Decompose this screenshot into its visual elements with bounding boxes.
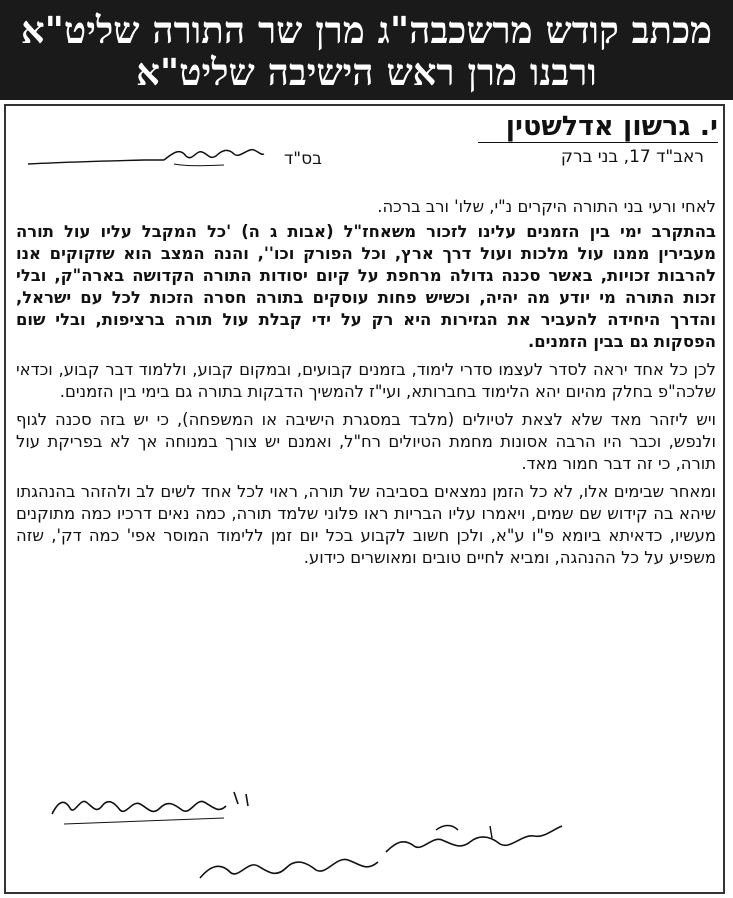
- letterhead-divider: [478, 142, 718, 143]
- paragraph-3: ויש ליזהר מאד שלא לצאת לטיולים (מלבד במסגרת הישיבה או המשפחה), כי יש בזה סכנה לגוף ולנפש, וכבר היו הרבה אסונות מחמת הטיולים רח"ל, ואמנם יש צורך במנוחה אך לא בפריקת עול תורה, כי זה דבר חמור מאד.: [16, 410, 716, 473]
- paragraph-4: ומאחר שבימים אלו, לא כל הזמן נמצאים בסביבה של תורה, ראוי לכל אחד לשים לב ולהזהר בהנהגתו שיהא בה קידוש שם שמים, ויאמרו עליו הבריות ראו פלוני שלמד תורה, כמה נאים דרכיו כמה מתוקנים מעשיו, כדאיתא ביומא פ"ו ע"א, ולכן חשוב לקבוע בכל יום זמן ללימוד המוסר אפי' כמה דק', שזה משפיע על כל ההנהגה, ומביא לחיים טובים ומאושרים כידוע.: [16, 482, 716, 567]
- greeting: לאחי ורעי בני התורה היקרים נ"י, שלו' ורב ברכה.: [377, 197, 716, 216]
- letter-title-banner: [0, 0, 733, 100]
- sender-name: י. גרשון אדלשטין: [505, 111, 718, 142]
- paragraph-2: לכן כל אחד יראה לסדר לעצמו סדרי לימוד, בזמנים קבועים, ובמקום קבוע, וללמוד דבר קבוע, וכדאי שלכה"פ בחלק מהיום יהא הלימוד בחברותא, ועי"ז להמשיך הדבקות בתורה גם בימי בין הזמנים.: [16, 360, 716, 401]
- title-line-1: מכתב קודש מרשכבה"ג מרן שר התורה שליט"א: [20, 8, 713, 52]
- bsd-mark: בס"ד: [284, 149, 322, 169]
- handwritten-date-signature: [24, 138, 272, 178]
- paragraph-1: בהתקרב ימי בין הזמנים עלינו לזכור משאחז"ל (אבות ג ה) 'כל המקבל עליו עול תורה מעבירין ממנו עול מלכות ועול דרך ארץ, וכל הפורק וכו'', והנה המצב הוא שזקוקים אנו להרבות זכויות, באשר סכנה גדולה מרחפת על קיום יסודות התורה הקדושה בארה"ק, ובלי זכות התורה מי יודע מה יהיה, וכשיש פחות עוסקים בתורה חסרה הזכות לכל עם ישראל, והדרך היחידה להעביר את הגזירות היא רק על ידי קבלת עול תורה ברציפות, ובלי שום הפסקות גם בבין הזמנים.: [16, 222, 716, 351]
- title-line-2: ורבנו מרן ראש הישיבה שליט"א: [136, 50, 597, 94]
- letter-body: [16, 196, 716, 575]
- handwritten-signature-2: [190, 816, 570, 888]
- letter-page: [14, 108, 718, 888]
- sender-address: ראב"ד 17, בני ברק: [560, 147, 704, 167]
